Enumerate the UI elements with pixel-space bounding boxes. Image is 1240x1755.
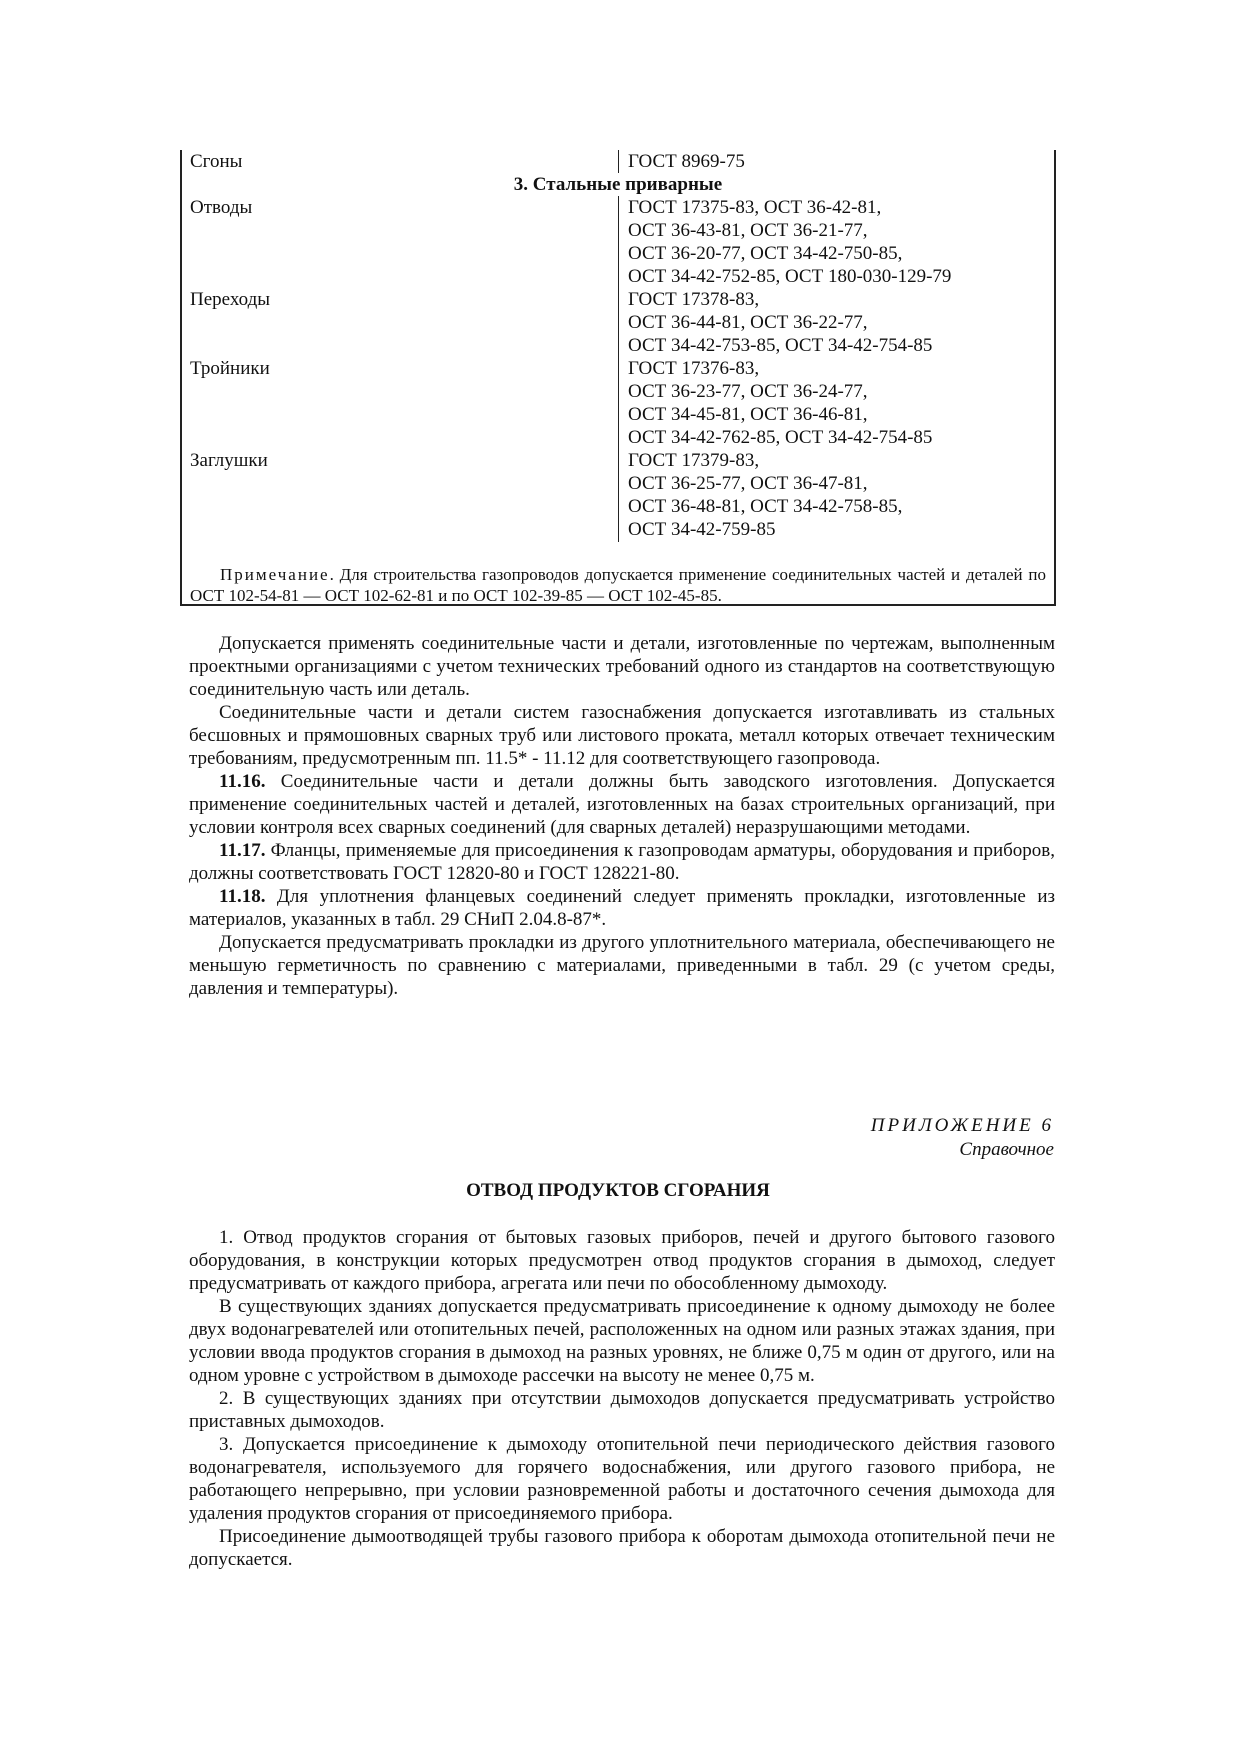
appendix-title: ОТВОД ПРОДУКТОВ СГОРАНИЯ [466,1180,770,1201]
standard-line: ГОСТ 17378-83, [628,289,760,310]
appendix-text [189,1226,1055,1571]
clause-number: 11.18. [219,886,266,907]
standard-line: ГОСТ 17379-83, [628,450,760,471]
paragraph: 1. Отвод продуктов сгорания от бытовых газовых приборов, печей и другого бытового газового оборудования, в конструкции которых предусмотрен отвод продуктов сгорания в дымоход, следует предусматривать от каждого прибора, агрегата или печи по обособленному дымоходу. [189,1227,1055,1294]
paragraph-11-18 [189,885,1055,931]
paragraph-11-17 [189,839,1055,885]
standard-line: ОСТ 34-42-759-85 [628,519,776,540]
row-label: Заглушки [190,450,268,471]
column-divider [618,150,619,173]
standard-line: ОСТ 34-42-762-85, ОСТ 34-42-754-85 [628,427,933,448]
clause-text: Для уплотнения фланцевых соединений следует применять прокладки, изготовленные из материалов, указанных в табл. 29 СНиП 2.04.8-87*. [189,886,1055,930]
paragraph: 3. Допускается присоединение к дымоходу отопительной печи периодического действия газового водонагревателя, используемого для горячего водоснабжения, или другого газового прибора, не работающего непрерывно, при условии разновременной работы и достаточного сечения дымохода для удаления продуктов сгорания от присоединяемого прибора. [189,1434,1055,1524]
row-standard: ГОСТ 8969-75 [628,151,745,172]
paragraph: Присоединение дымоотводящей трубы газового прибора к оборотам дымохода отопительной печи не допускается. [189,1526,1055,1570]
paragraph: Допускается предусматривать прокладки из другого уплотнительного материала, обеспечивающего не меньшую герметичность по сравнению с материалами, приведенными в табл. 29 (с учетом среды, давления и температуры). [189,932,1055,999]
body-text [189,632,1055,1000]
row-standards [628,196,951,288]
section-heading: 3. Стальные приварные [513,174,723,195]
paragraph: 2. В существующих зданиях при отсутствии дымоходов допускается предусматривать устройство приставных дымоходов. [189,1388,1055,1432]
standard-line: ОСТ 36-48-81, ОСТ 34-42-758-85, [628,496,903,517]
row-label: Сгоны [190,151,243,172]
clause-number: 11.16. [219,771,266,792]
standard-line: ГОСТ 17375-83, ОСТ 36-42-81, [628,197,882,218]
paragraph: Соединительные части и детали систем газоснабжения допускается изготавливать из стальных бесшовных и прямошовных сварных труб или листового проката, металл которых отвечает техническим требованиям, предусмотренным пп. 11.5* - 11.12 для соответствующего газопровода. [189,702,1055,769]
clause-text: Фланцы, применяемые для присоединения к газопроводам арматуры, оборудования и приборов, должны соответствовать ГОСТ 12820-80 и ГОСТ 128221-80. [189,840,1055,884]
clause-text: Соединительные части и детали должны быть заводского изготовления. Допускается применение соединительных частей и деталей, изготовленных на базах строительных организаций, при условии контроля всех сварных соединений (для сварных деталей) неразрушающими методами. [189,771,1055,838]
row-label: Переходы [190,289,270,310]
paragraph: Допускается применять соединительные части и детали, изготовленные по чертежам, выполненным проектными организациями с учетом технических требований одного из стандартов на соответствующую соединительную часть или деталь. [189,633,1055,700]
row-label: Отводы [190,197,253,218]
appendix-header [871,1114,1054,1162]
standard-line: ОСТ 36-23-77, ОСТ 36-24-77, [628,381,868,402]
paragraph-11-16 [189,770,1055,839]
standard-line: ГОСТ 17376-83, [628,358,760,379]
appendix-label: ПРИЛОЖЕНИЕ 6 [870,1115,1054,1136]
note-text: . Для строительства газопроводов допускается применение соединительных частей и деталей по ОСТ 102-54-81 — ОСТ 102-62-81 и по ОСТ 102-39-85 — ОСТ 102-45-85. [190,565,1046,605]
row-label: Тройники [190,358,270,379]
clause-number: 11.17. [219,840,266,861]
standard-line: ОСТ 34-42-752-85, ОСТ 180-030-129-79 [628,266,952,287]
row-standards [628,288,932,357]
standard-line: ОСТ 36-25-77, ОСТ 36-47-81, [628,473,868,494]
standard-line: ОСТ 34-42-753-85, ОСТ 34-42-754-85 [628,335,933,356]
standards-table [180,150,1056,606]
note-label: Примечание [220,565,330,584]
standard-line: ОСТ 36-43-81, ОСТ 36-21-77, [628,220,868,241]
paragraph: В существующих зданиях допускается предусматривать присоединение к одному дымоходу не более двух водонагревателей или отопительных печей, расположенных на одном или разных этажах здания, при условии ввода продуктов сгорания в дымоход на разных уровнях, не ближе 0,75 м один от другого, или на одном уровне с устройством в дымоходе рассечки на высоту не менее 0,75 м. [189,1296,1055,1386]
standard-line: ОСТ 36-20-77, ОСТ 34-42-750-85, [628,243,903,264]
column-divider [618,196,619,542]
appendix-type: Справочное [959,1139,1054,1160]
standard-line: ОСТ 34-45-81, ОСТ 36-46-81, [628,404,868,425]
row-standards [628,449,902,541]
row-standards [628,357,932,449]
table-note [190,564,1046,606]
standard-line: ОСТ 36-44-81, ОСТ 36-22-77, [628,312,868,333]
